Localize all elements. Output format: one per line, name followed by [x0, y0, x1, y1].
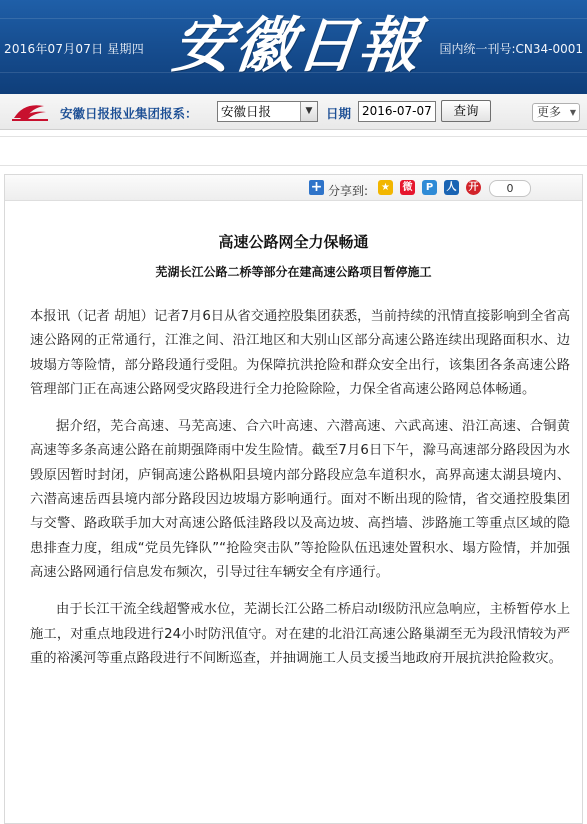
newspaper-logo: 安徽日報: [169, 11, 425, 81]
issn-number: 国内统一刊号:CN34-0001: [439, 42, 583, 56]
share-count: 0: [489, 180, 531, 197]
toolbar: [0, 94, 587, 130]
chevron-down-icon[interactable]: ▼: [300, 102, 317, 121]
kaixin-icon[interactable]: 开: [466, 180, 481, 195]
group-name-label: 安徽日报报业集团报系：: [60, 106, 198, 121]
article-body: [30, 305, 570, 684]
query-button[interactable]: 查询: [441, 100, 491, 122]
article-subheadline: 芜湖长江公路二桥等部分在建高速公路项目暂停施工: [155, 265, 432, 279]
tencent-weibo-icon[interactable]: P: [422, 180, 437, 195]
article-paragraph: 据介绍，芜合高速、马芜高速、合六叶高速、六潜高速、六武高速、沿江高速、合铜黄高速等多条高速公路在前期强降雨中发生险情。截至7月6日下午，滁马高速部分路段因为水毁原因暂时封闭，庐铜高速公路枞阳县境内部分路段应急车道积水，高界高速太湖县境内、六潜高速岳西县境内部分路段因边坡塌方影响通行。面对不断出现的险情，省交通控股集团与交警、路政联手加大对高速公路低洼路段以及高边坡、高挡墙、涉路施工等重点区域的隐患排查力度，组成“党员先锋队”“抢险突击队”等抢险队伍迅速处置积水、塌方险情，并加强高速公路网通行信息发布频次，引导过往车辆安全有序通行。: [30, 419, 570, 580]
date-input[interactable]: 2016-07-07: [358, 101, 436, 122]
share-bar: [5, 175, 582, 201]
share-plus-icon[interactable]: +: [310, 179, 323, 195]
article-panel: [4, 174, 583, 824]
article-headline: 高速公路网全力保畅通: [218, 233, 369, 251]
group-logo-icon[interactable]: [10, 100, 50, 122]
more-label: 更多: [537, 105, 562, 119]
renren-icon[interactable]: 人: [444, 180, 459, 195]
page-nav-strip: [0, 136, 587, 166]
share-label: 分享到:: [328, 184, 369, 198]
date-label: 日期: [326, 106, 352, 121]
paper-select[interactable]: [217, 101, 318, 122]
qzone-icon[interactable]: ★: [378, 180, 393, 195]
more-dropdown[interactable]: [532, 103, 580, 122]
paper-select-value: 安徽日报: [221, 104, 272, 119]
caret-down-icon: ▼: [569, 108, 576, 117]
weibo-icon[interactable]: 微: [400, 180, 415, 195]
issue-date: 2016年07月07日 星期四: [4, 42, 144, 56]
article-paragraph: 由于长江干流全线超警戒水位，芜湖长江公路二桥启动Ⅰ级防汛应急响应，主桥暂停水上施工，对重点地段进行24小时防汛值守。对在建的北沿江高速公路巢湖至无为段汛情较为严重的裕溪河等重点路段进行不间断巡查，并抽调施工人员支援当地政府开展抗洪抢险救灾。: [30, 602, 570, 666]
masthead-banner: [0, 0, 587, 94]
article-paragraph: 本报讯（记者 胡旭）记者7月6日从省交通控股集团获悉，当前持续的汛情直接影响到全省高速公路网的正常通行，江淮之间、沿江地区和大别山区部分高速公路连续出现路面积水、边坡塌方等险情，部分路段通行受阻。为保障抗洪抢险和群众安全出行，该集团各条高速公路管理部门正在高速公路网受灾路段进行全力抢险除险，力保全省高速公路网总体畅通。: [30, 309, 570, 397]
